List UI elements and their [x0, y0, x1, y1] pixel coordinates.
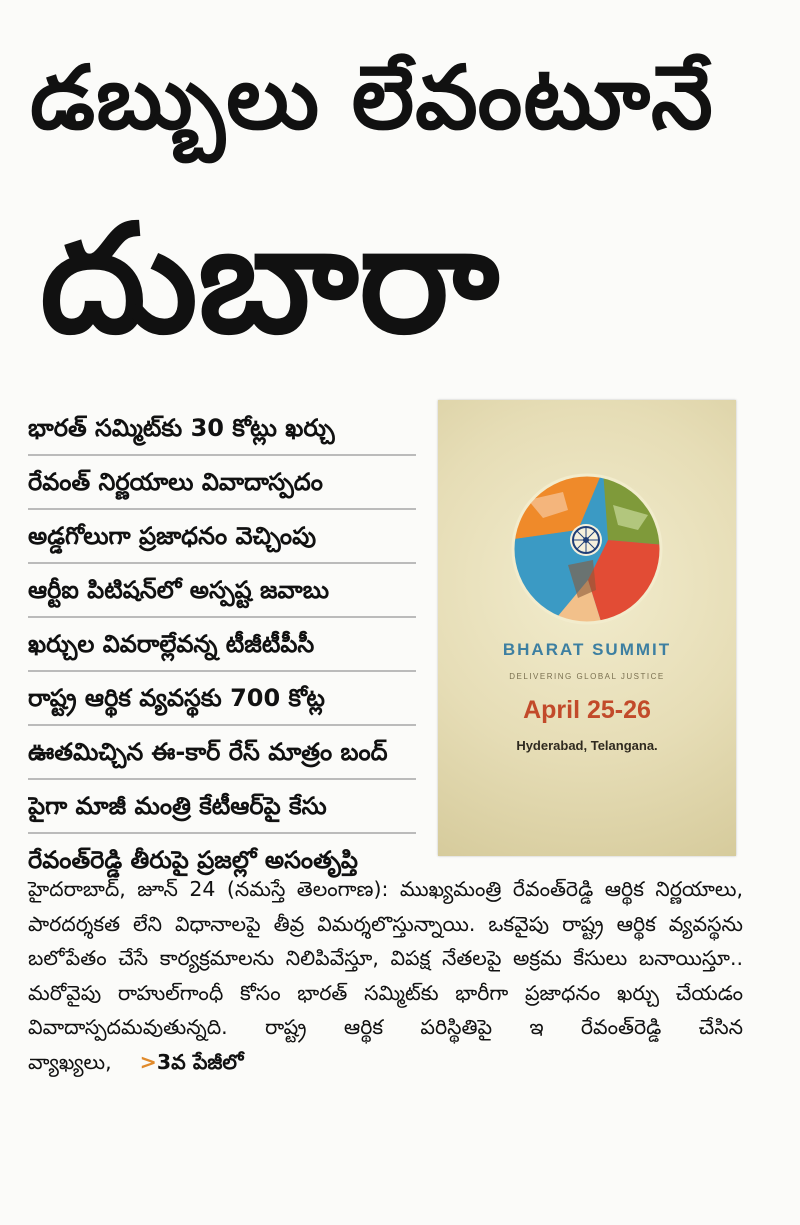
continued-label: 3వ పేజీలో	[156, 1049, 244, 1074]
highlight-item: ఆర్టీఐ పిటిషన్‌లో అస్పష్ట జవాబు	[28, 564, 416, 618]
highlight-item: రేవంత్‌రెడ్డి తీరుపై ప్రజల్లో అసంతృప్తి	[28, 846, 358, 874]
poster-tagline: DELIVERING GLOBAL JUSTICE	[509, 672, 665, 681]
highlight-item: భారత్ సమ్మిట్‌కు 30 కోట్లు ఖర్చు	[28, 402, 416, 456]
bharat-summit-poster	[438, 400, 736, 856]
continued-link[interactable]	[140, 1050, 244, 1074]
poster-place: Hyderabad, Telangana.	[516, 738, 658, 753]
highlight-item: రాష్ట్ర ఆర్థిక వ్యవస్థకు 700 కోట్ల	[28, 672, 416, 726]
headline-line-1: డబ్బులు లేవంటూనే	[30, 46, 714, 149]
article-body	[28, 872, 743, 1079]
highlights-list	[28, 402, 416, 886]
highlight-item: అడ్డగోలుగా ప్రజాధనం వెచ్చింపు	[28, 510, 416, 564]
highlight-item: ఖర్చుల వివరాల్లేవన్న టీజీటీపీసీ	[28, 618, 416, 672]
highlight-item: పైగా మాజీ మంత్రి కేటీఆర్‌పై కేసు	[28, 780, 416, 834]
highlight-item: రేవంత్ నిర్ణయాలు వివాదాస్పదం	[28, 456, 416, 510]
poster-date: April 25-26	[523, 696, 651, 724]
chevron-right-icon: >	[139, 1049, 157, 1074]
poster-title: BHARAT SUMMIT	[502, 640, 672, 659]
headline-line-2: దుబారా	[40, 193, 500, 367]
article-text: హైదరాబాద్, జూన్ 24 (నమస్తే తెలంగాణ): ముఖ్యమంత్రి రేవంత్‌రెడ్డి ఆర్థిక నిర్ణయాలు, పారదర్శకత లేని విధానాలపై తీవ్ర విమర్శలొస్తున్నాయి. ఒకవైపు రాష్ట్ర ఆర్థిక వ్యవస్థను బలోపేతం చేసే కార్యక్రమాలను నిలిపివేస్తూ, విపక్ష నేతలపై అక్రమ కేసులు బనాయిస్తూ.. మరోవైపు రాహుల్‌గాంధీ కోసం భారత్ సమ్మిట్‌కు భారీగా ప్రజాధనం ఖర్చు చేయడం వివాదాస్పదమవుతున్నది. రాష్ట్ర ఆర్థిక పరిస్థితిపై ఇ రేవంత్‌రెడ్డి చేసిన వ్యాఖ్యలు,	[28, 877, 743, 1074]
globe-logo-icon	[508, 470, 666, 628]
highlight-item: ఊతమిచ్చిన ఈ-కార్ రేస్ మాత్రం బంద్	[28, 726, 416, 780]
